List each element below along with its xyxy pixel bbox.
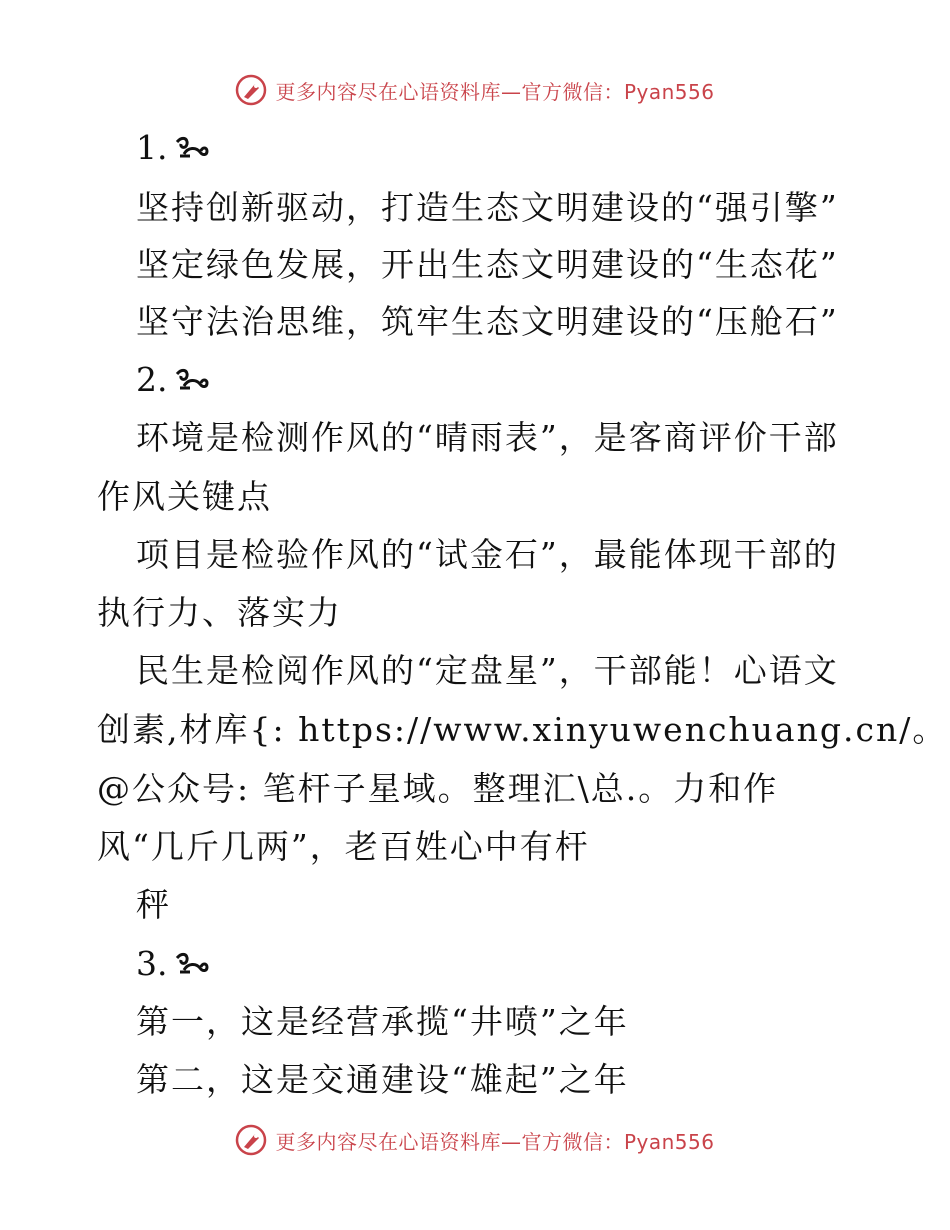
text-line: 创素,材库{: https://www.xinyuwenchuang.cn/。 xyxy=(97,710,948,749)
text-line: 作风关键点 xyxy=(97,477,272,516)
text-line: 项目是检验作风的“试金石”，最能体现干部的 xyxy=(136,535,839,574)
footer-banner-text: 更多内容尽在心语资料库—官方微信：Pyan556 xyxy=(275,1129,715,1154)
text-line: 第一，这是经营承揽“井喷”之年 xyxy=(136,1002,629,1041)
text-line: 秤 xyxy=(136,885,171,924)
text-line: 风“几斤几两”，老百姓心中有杆 xyxy=(97,827,590,866)
section-3-heading xyxy=(136,944,210,984)
section-1-heading xyxy=(136,128,210,168)
ornament-icon xyxy=(174,134,210,162)
footer-banner xyxy=(0,1120,950,1160)
text-line: 环境是检测作风的“晴雨表”，是客商评价干部 xyxy=(136,418,839,457)
ornament-icon xyxy=(174,950,210,978)
section-number: 2. xyxy=(136,360,168,399)
text-line: 第二，这是交通建设“雄起”之年 xyxy=(136,1060,629,1099)
text-line: 坚定绿色发展，开出生态文明建设的“生态花” xyxy=(136,245,839,284)
text-line: @公众号: 笔杆子星域。整理汇\总.。力和作 xyxy=(97,769,779,808)
pen-nib-logo xyxy=(235,74,267,106)
section-2-heading xyxy=(136,360,210,400)
pen-nib-logo xyxy=(235,1124,267,1156)
text-line: 坚守法治思维，筑牢生态文明建设的“压舱石” xyxy=(136,302,839,341)
text-line: 坚持创新驱动，打造生态文明建设的“强引擎” xyxy=(136,188,839,227)
section-number: 3. xyxy=(136,944,168,983)
header-banner-text: 更多内容尽在心语资料库—官方微信：Pyan556 xyxy=(275,79,715,104)
ornament-icon xyxy=(174,366,210,394)
text-line: 执行力、落实力 xyxy=(97,593,342,632)
text-line: 民生是检阅作风的“定盘星”，干部能！心语文 xyxy=(136,651,839,690)
header-banner xyxy=(0,70,950,110)
section-number: 1. xyxy=(136,128,168,167)
